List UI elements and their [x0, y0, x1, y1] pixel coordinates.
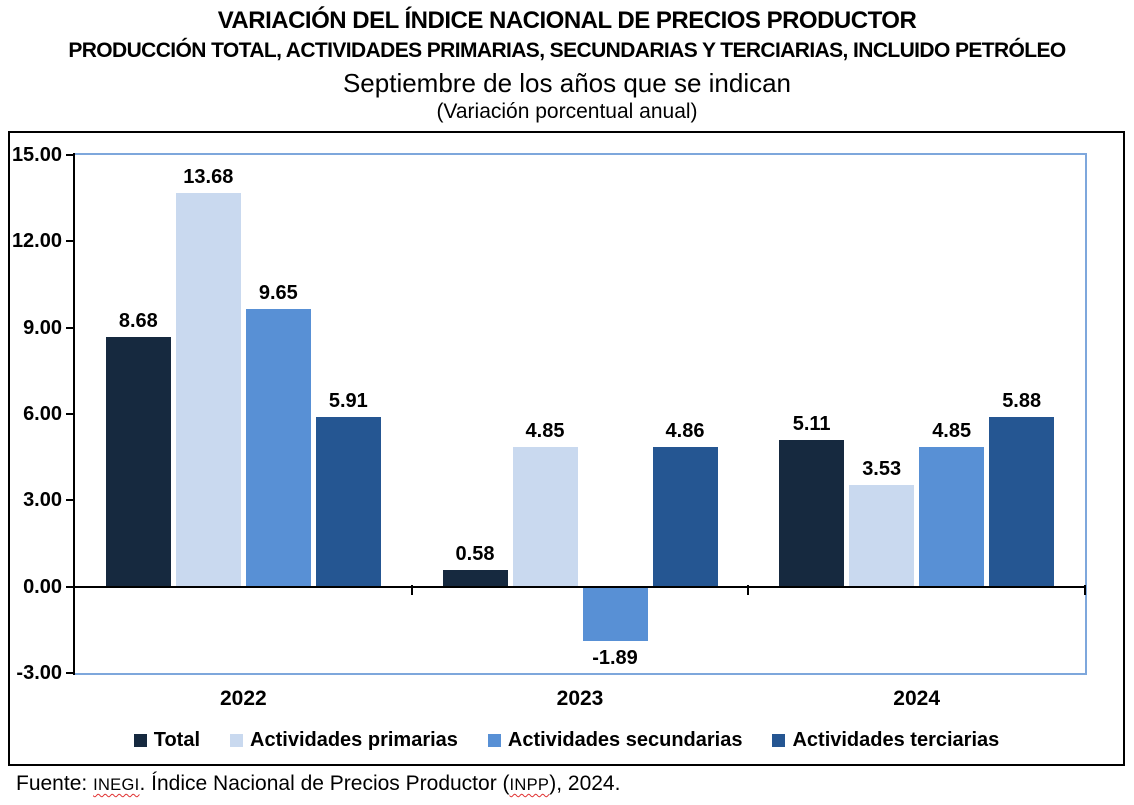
- y-axis-label: 3.00: [23, 489, 62, 512]
- x-axis-label-2023: 2023: [556, 687, 604, 710]
- bar-value-label: -1.89: [592, 647, 638, 670]
- source-middle: . Índice Nacional de Precios Productor (: [139, 772, 510, 795]
- legend-swatch-icon: [772, 734, 785, 747]
- bar-value-label: 5.11: [792, 412, 831, 435]
- bar-total-2022: [106, 337, 171, 587]
- bar-actividades-secundarias-2022: [246, 309, 311, 587]
- x-axis-label-2024: 2024: [893, 687, 941, 710]
- chart-subtitle-units: (Variación porcentual anual): [436, 100, 698, 123]
- bar-actividades-secundarias-2024: [919, 447, 984, 587]
- bar-actividades-terciarias-2023: [653, 447, 718, 587]
- bar-actividades-terciarias-2024: [989, 417, 1054, 586]
- bar-actividades-primarias-2022: [176, 193, 241, 587]
- bar-actividades-secundarias-2023: [583, 587, 648, 641]
- chart-title-line2: PRODUCCIÓN TOTAL, ACTIVIDADES PRIMARIAS, SECUNDARIAS Y TERCIARIAS, INCLUIDO PETRÓLEO: [68, 39, 1066, 62]
- inpp-acronym: INPP: [509, 776, 550, 794]
- legend-label: Actividades secundarias: [507, 729, 743, 751]
- bar-value-label: 13.68: [183, 165, 234, 188]
- y-axis-tick: [66, 672, 73, 674]
- plot-border-right: [1085, 153, 1087, 675]
- legend-label: Total: [153, 729, 201, 751]
- legend-swatch-icon: [488, 734, 501, 747]
- chart-title-line1: VARIACIÓN DEL ÍNDICE NACIONAL DE PRECIOS PRODUCTOR: [217, 7, 917, 34]
- legend-item-actividades-secundarias: [488, 729, 743, 752]
- source-suffix: ), 2024.: [549, 772, 621, 795]
- source-prefix: Fuente:: [16, 772, 94, 795]
- bar-value-label: 4.86: [665, 419, 705, 442]
- y-axis-tick: [66, 586, 73, 588]
- bar-value-label: 4.85: [525, 420, 565, 443]
- y-axis-label: 0.00: [23, 575, 62, 598]
- bar-actividades-primarias-2023: [513, 447, 578, 587]
- source-note: [16, 772, 620, 796]
- legend-label: Actividades terciarias: [792, 729, 1000, 751]
- bar-value-label: 5.91: [328, 389, 368, 412]
- bar-total-2023: [443, 570, 508, 587]
- plot-border-bottom: [75, 673, 1087, 675]
- bar-value-label: 3.53: [862, 458, 902, 481]
- bar-actividades-terciarias-2022: [316, 417, 381, 587]
- x-axis-line: [75, 586, 1085, 588]
- legend-item-actividades-terciarias: [772, 729, 999, 752]
- y-axis-label: 9.00: [23, 316, 62, 339]
- chart-legend: [8, 729, 1125, 752]
- bar-value-label: 8.68: [118, 309, 158, 332]
- y-axis-label: -3.00: [16, 662, 62, 684]
- y-axis-label: 6.00: [23, 403, 62, 425]
- y-axis-tick: [66, 240, 73, 242]
- x-axis-label-2022: 2022: [219, 687, 267, 710]
- chart-subtitle: Septiembre de los años que se indican: [342, 68, 792, 98]
- bar-value-label: 4.85: [932, 420, 972, 443]
- y-axis-label: 12.00: [11, 230, 62, 253]
- legend-label: Actividades primarias: [250, 729, 458, 751]
- bar-value-label: 5.88: [1002, 390, 1042, 413]
- legend-item-total: [134, 729, 200, 752]
- legend-swatch-icon: [134, 734, 147, 747]
- plot-border-top: [75, 153, 1087, 155]
- y-axis-line: [73, 153, 75, 675]
- y-axis-tick: [66, 413, 73, 415]
- y-axis-tick: [66, 499, 73, 501]
- legend-item-actividades-primarias: [230, 729, 458, 752]
- bar-actividades-primarias-2024: [849, 485, 914, 587]
- bar-total-2024: [779, 440, 844, 587]
- inegi-acronym: INEGI: [93, 776, 140, 794]
- bar-value-label: 9.65: [258, 281, 298, 304]
- y-axis-label: 15.00: [11, 144, 62, 166]
- legend-swatch-icon: [230, 734, 243, 747]
- y-axis-tick: [66, 154, 73, 156]
- bar-value-label: 0.58: [455, 542, 495, 565]
- y-axis-tick: [66, 327, 73, 329]
